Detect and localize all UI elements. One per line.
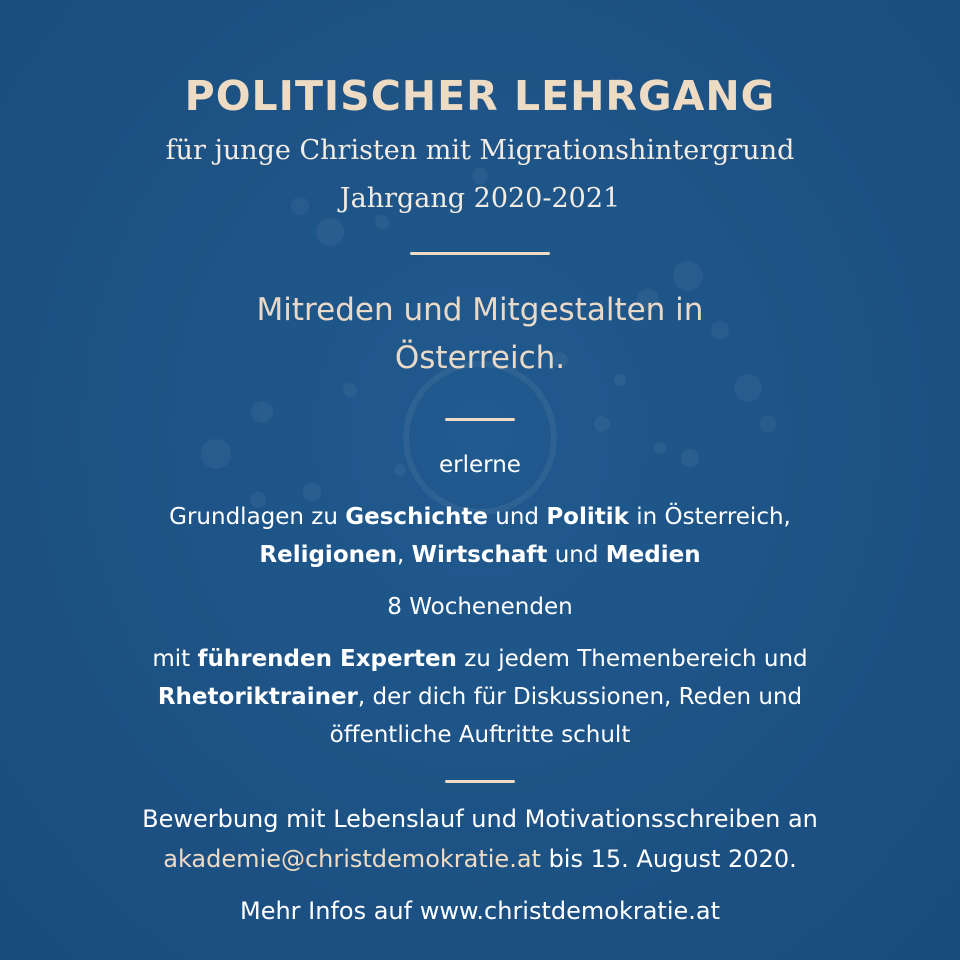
- grundlagen-line-2: [0, 536, 960, 574]
- erlerne-label: erlerne: [439, 452, 521, 478]
- divider-bottom: [445, 780, 515, 783]
- more-info-line: [0, 892, 960, 930]
- divider-top: [410, 252, 550, 255]
- website-link[interactable]: www.christdemokratie.at: [419, 897, 721, 925]
- experten-line-2: [0, 678, 960, 716]
- grundlagen-wirtschaft: Wirtschaft: [411, 542, 548, 568]
- grundlagen-religionen: Religionen: [259, 542, 397, 568]
- more-info-prefix: Mehr Infos auf: [239, 897, 420, 925]
- application-deadline: bis 15. August 2020.: [540, 845, 797, 873]
- grundlagen-medien: Medien: [605, 542, 701, 568]
- grundlagen-text-4: ,: [396, 542, 412, 568]
- experten-text-1: mit: [152, 646, 198, 672]
- grundlagen-text-3: in Österreich,: [628, 504, 791, 530]
- experten-line-1: [0, 640, 960, 678]
- grundlagen-text-2: und: [487, 504, 547, 530]
- experten-rhetoriktrainer: Rhetoriktrainer: [157, 684, 358, 710]
- grundlagen-text-5: und: [547, 542, 606, 568]
- page-title: POLITISCHER LEHRGANG: [184, 72, 776, 120]
- divider-middle: [445, 418, 515, 421]
- subtitle-year: Jahrgang 2020-2021: [339, 183, 621, 214]
- bewerbung-line-1: Bewerbung mit Lebenslauf und Motivationsschreiben an: [142, 805, 818, 833]
- experten-fuehrende: führenden Experten: [197, 646, 457, 672]
- grundlagen-line-1: [0, 498, 960, 536]
- application-email-link[interactable]: akademie@christdemokratie.at: [163, 845, 541, 873]
- bewerbung-line-2: [0, 840, 960, 878]
- wochenenden-label: 8 Wochenenden: [387, 594, 573, 620]
- slogan-line-1: Mitreden und Mitgestalten in: [256, 292, 704, 328]
- slogan: [0, 286, 960, 382]
- grundlagen-text-1: Grundlagen zu: [169, 504, 346, 530]
- experten-text-2: zu jedem Themenbereich und: [456, 646, 808, 672]
- subtitle-target-group: für junge Christen mit Migrationshintergrund: [165, 135, 795, 166]
- grundlagen-politik: Politik: [546, 504, 629, 530]
- grundlagen-geschichte: Geschichte: [345, 504, 488, 530]
- slogan-line-2: Österreich.: [394, 340, 566, 376]
- experten-line-3: öffentliche Auftritte schult: [329, 722, 631, 748]
- experten-text-3: , der dich für Diskussionen, Reden und: [357, 684, 803, 710]
